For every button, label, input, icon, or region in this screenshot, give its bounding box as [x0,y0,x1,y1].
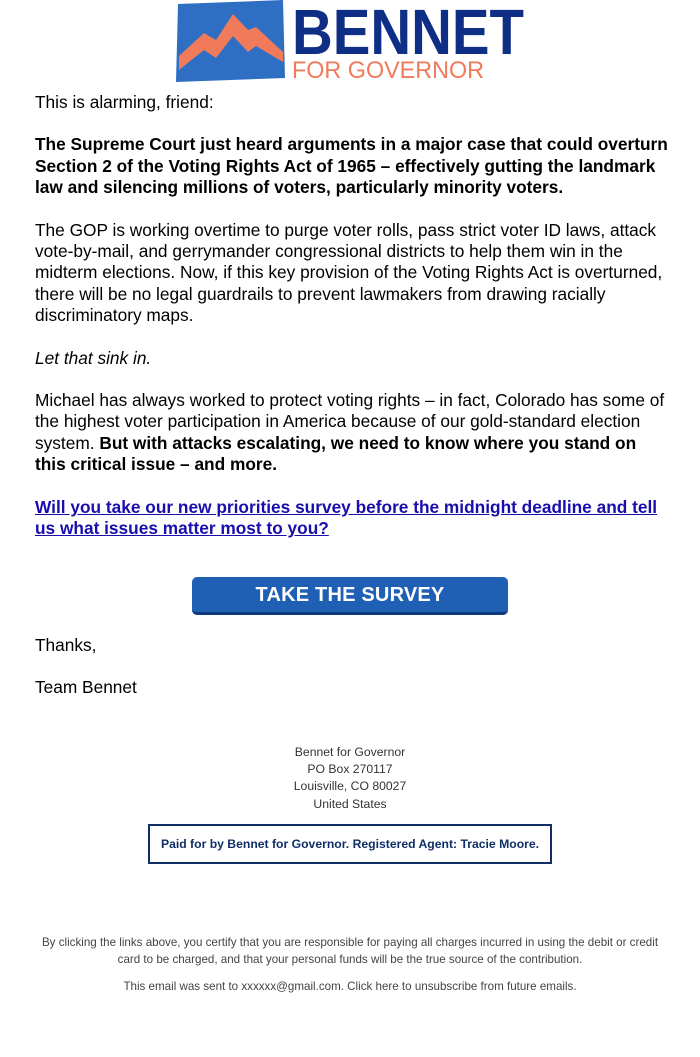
intro-bold-paragraph: The Supreme Court just heard arguments in a major case that could overturn Section 2 of the Voting Rights Act of 1965 – effectively gutting the landmark law and silencing millions of voters, particularly minority voters. [35,134,668,198]
address-po: PO Box 270117 [307,762,393,777]
michael-paragraph-bold: But with attacks escalating, we need to know where you stand on this critical issue – and more. [35,432,637,475]
take-survey-button[interactable]: TAKE THE SURVEY [192,577,508,615]
address-country: United States [313,796,387,811]
logo-sub-text: FOR GOVERNOR [292,57,484,82]
paid-for-disclaimer: Paid for by Bennet for Governor. Registered Agent: Tracie Moore. [148,824,552,864]
address-org: Bennet for Governor [294,745,406,759]
colorado-mountain-icon [176,0,285,82]
mailing-address [0,744,700,813]
michael-paragraph-text: Michael has always worked to protect voting rights – in fact, Colorado has some of the highest voter participation in America because of our gold-standard election system. [35,390,665,453]
bennet-logo [176,0,526,82]
greeting: This is alarming, friend: [35,92,214,112]
address-city: Louisville, CO 80027 [293,779,407,794]
emphasis-line: Let that sink in. [35,347,152,368]
email-body [35,92,670,561]
unsubscribe-line[interactable]: This email was sent to xxxxxx@gmail.com. Click here to unsubscribe from future emails. [123,980,577,993]
thanks-text: Thanks, [35,635,97,655]
survey-link[interactable]: Will you take our new priorities survey before the midnight deadline and tell us what issues matter most to you? [35,496,658,539]
signature-text: Team Bennet [35,677,137,697]
michael-paragraph [35,390,670,476]
gop-paragraph: The GOP is working overtime to purge voter rolls, pass strict voter ID laws, attack vote-by-mail, and gerrymander congressional districts to help them win in the midterm elections. Now, if this key provision of the Voting Rights Act is overturned, there will be no legal guardrails to prevent lawmakers from drawing racially discriminatory maps. [35,219,663,326]
legal-disclaimer: By clicking the links above, you certify that you are responsible for paying all charges incurred in using the debit or credit card to be charged, and that your personal funds will be the true source of the contribution. [41,936,659,966]
logo-main-text: BENNET [292,0,524,68]
